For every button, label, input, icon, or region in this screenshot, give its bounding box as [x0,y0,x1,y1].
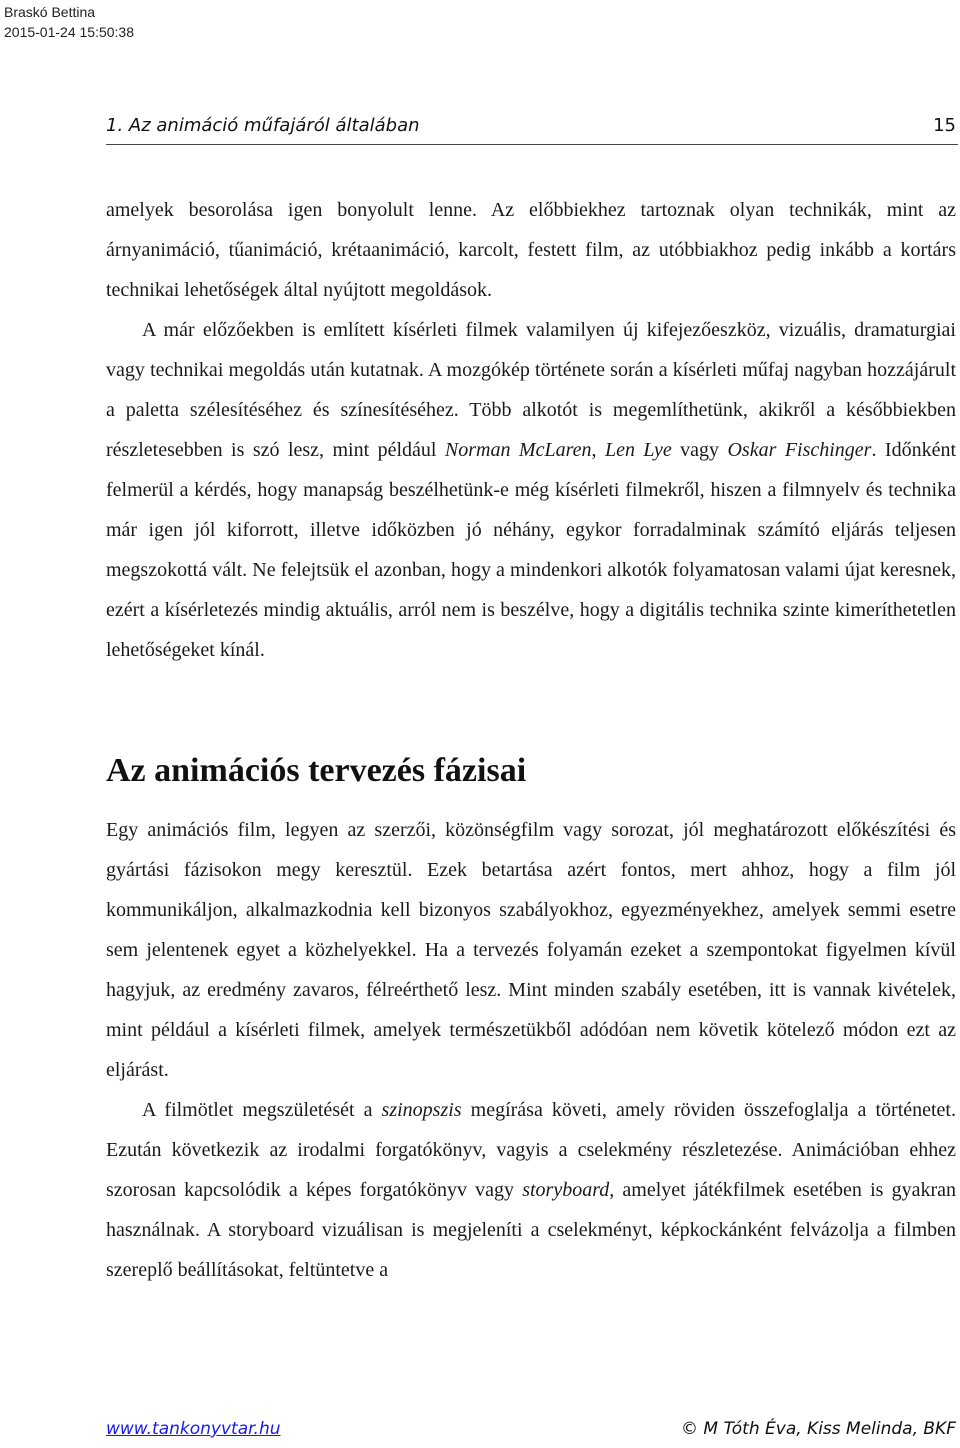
paragraph-text: Egy animációs film, legyen az szerzői, közönségfilm vagy sorozat, jól meghatározott előkészítési és gyártási fázisokon megy keresztül. Ezek betartása azért fontos, mert ahhoz, hogy a film jól kommunikáljon, alkalmazkodnia kell bizonyos szabályokhoz, egyezményekhez, amelyek semmi esetre sem jelentenek egyet a közhelyekkel. Ha a tervezés folyamán ezeket a szempontokat figyelmen kívül hagyjuk, az eredmény zavaros, félreérthető lesz. Mint minden szabály esetében, itt is vannak kivételek, mint például a kísérleti filmek, amelyek természetükből adódóan nem követik kötelező módon ezt az eljárást. [106,819,956,1081]
paragraph-text: , [591,439,605,461]
paragraph-text: megírása követi, amely röviden összefoglalja a történetet. Ezután következik az irodalmi forgatókönyv, vagyis a cselekmény részletezése. Animációban ehhez szorosan kapcsolódik a képes forgatókönyv vagy [106,1099,956,1201]
chapter-title: 1. Az animáció műfajáról általában [106,115,420,136]
section-1-body [106,190,956,670]
paragraph-text: vagy [671,439,728,461]
paragraph-text: A már előzőekben is említett kísérleti filmek valamilyen új kifejezőeszköz, vizuális, dramaturgiai vagy technikai megoldás után kutatnak. A mozgókép története során a kísérleti műfaj nagyban hozzájárult a paletta szélesítéséhez és színesítéséhez. Több alkotót is megemlíthetünk, akikről a későbbiekben részletesebben is szó lesz, mint például [106,319,956,461]
section-heading: Az animációs tervezés fázisai [106,752,527,789]
website-link[interactable]: www.tankonyvtar.hu [106,1419,281,1439]
paragraph-text: amelyek besorolása igen bonyolult lenne. Az előbbiekhez tartoznak olyan technikák, mint az árnyanimáció, tűanimáció, krétaanimáció, karcolt, festett film, az utóbbiakhoz pedig inkább a kortárs technikai lehetőségek által nyújtott megoldások. [106,199,956,301]
annotation-stamp [4,2,134,42]
copyright-notice: © M Tóth Éva, Kiss Melinda, BKF [681,1419,956,1439]
paragraph [106,310,956,670]
section-2-body [106,810,956,1290]
page-footer [106,1416,958,1442]
paragraph [106,810,956,1090]
page-number: 15 [933,115,956,136]
running-header [106,114,958,145]
term: storyboard [522,1179,610,1201]
stamp-author: Braskó Bettina [4,4,96,20]
person-name: Len Lye [604,439,672,461]
stamp-timestamp: 2015-01-24 15:50:38 [4,24,134,40]
person-name: Oskar Fischinger [727,439,872,461]
person-name: Norman McLaren [444,439,592,461]
paragraph-text: A filmötlet megszületését a [142,1099,382,1121]
paragraph-text: . Időnként felmerül a kérdés, hogy manapság beszélhetünk-e még kísérleti filmekről, hiszen a filmnyelv és technika már igen jól kiforrott, illetve időközben jó néhány, egykor forradalminak számító eljárás teljesen megszokottá vált. Ne felejtsük el azonban, hogy a mindenkori alkotók folyamatosan valami újat keresnek, ezért a kísérletezés mindig aktuális, arról nem is beszélve, hogy a digitális technika szinte kimeríthetetlen lehetőségeket kínál. [106,439,957,661]
paragraph [106,1090,956,1290]
paragraph [106,190,956,310]
term: szinopszis [381,1099,462,1121]
paragraph-text: , amelyet játékfilmek esetében is gyakran használnak. A storyboard vizuálisan is megjeleníti a cselekményt, képkockánként felvázolja a filmben szereplő beállításokat, feltüntetve a [106,1179,956,1281]
